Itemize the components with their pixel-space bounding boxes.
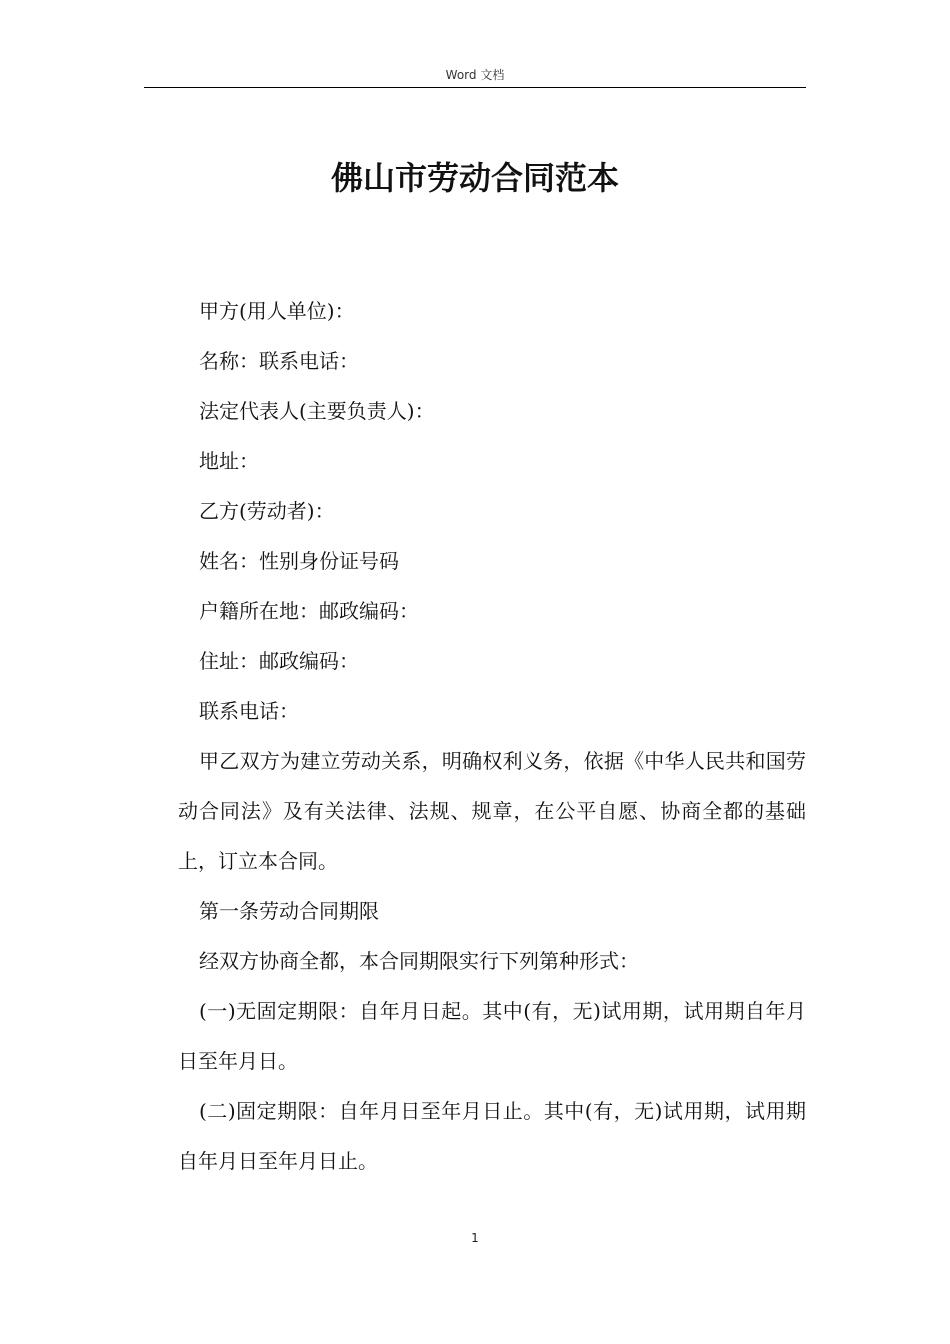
document-title: 佛山市劳动合同范本 bbox=[330, 159, 619, 197]
paragraph-preamble: 甲乙双方为建立劳动关系，明确权利义务，依据《中华人民共和国劳动合同法》及有关法律、法规、规章，在公平自愿、协商全都的基础上，订立本合同。 bbox=[178, 749, 806, 873]
paragraph-party-b: 乙方(劳动者)： bbox=[199, 499, 335, 523]
paragraph-party-a: 甲方(用人单位)： bbox=[199, 299, 355, 323]
header-divider bbox=[144, 87, 806, 88]
paragraph-legal-rep: 法定代表人(主要负责人)： bbox=[199, 399, 435, 423]
paragraph-residence: 住址：邮政编码： bbox=[199, 649, 359, 673]
paragraph-contact-phone: 联系电话： bbox=[199, 699, 299, 723]
paragraph-article-1-heading: 第一条劳动合同期限 bbox=[199, 899, 379, 923]
page-header: Word 文档 bbox=[445, 68, 505, 82]
paragraph-name-gender-id: 姓名：性别身份证号码 bbox=[199, 549, 399, 573]
paragraph-name-phone: 名称：联系电话： bbox=[199, 349, 359, 373]
document-body bbox=[178, 286, 806, 1186]
paragraph-household-reg: 户籍所在地：邮政编码： bbox=[199, 599, 419, 623]
paragraph-term-form: 经双方协商全都，本合同期限实行下列第种形式： bbox=[199, 949, 639, 973]
paragraph-open-ended-term: (一)无固定期限：自年月日起。其中(有，无)试用期，试用期自年月日至年月日。 bbox=[178, 999, 806, 1073]
paragraph-address: 地址： bbox=[199, 449, 259, 473]
paragraph-fixed-term: (二)固定期限：自年月日至年月日止。其中(有，无)试用期，试用期自年月日至年月日止。 bbox=[178, 1099, 806, 1173]
page-number: 1 bbox=[471, 1231, 479, 1245]
